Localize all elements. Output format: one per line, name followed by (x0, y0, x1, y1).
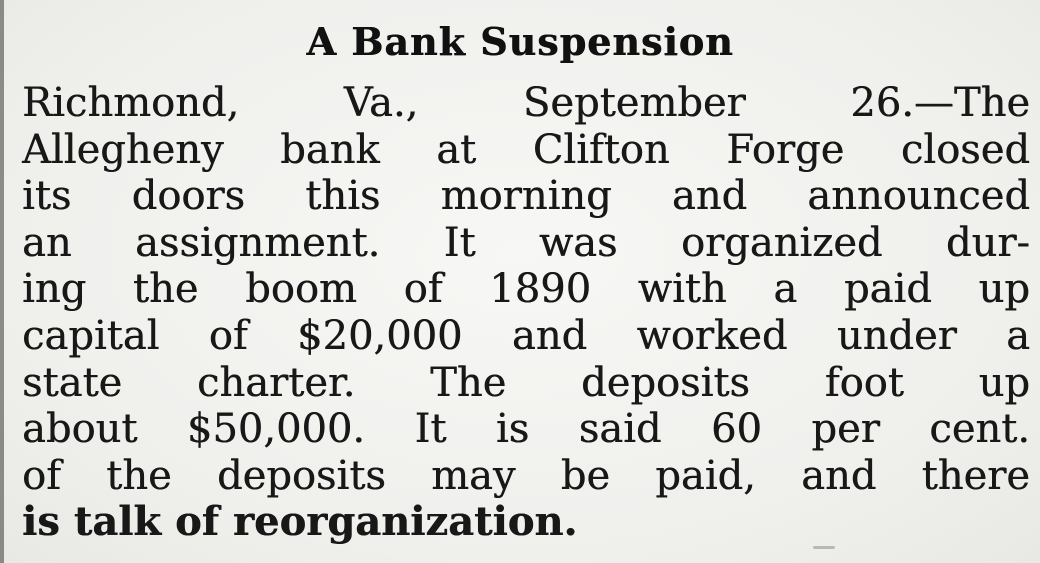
article-word: capital (22, 312, 160, 359)
article-word: state (22, 359, 123, 406)
article-word: is (495, 406, 530, 453)
article-word: doors (131, 173, 246, 220)
article-word: and (671, 173, 748, 220)
article-word: talk (73, 498, 162, 546)
article-word: the (132, 266, 199, 313)
article-word: foot (824, 359, 904, 406)
article-word: its (22, 173, 72, 220)
article-word: up (978, 266, 1030, 313)
article-word: about (22, 406, 138, 453)
article-word: up (978, 359, 1030, 406)
article-word: Clifton (532, 126, 670, 173)
article-word: The (430, 359, 507, 406)
article-line (22, 266, 1030, 313)
article-word: under (836, 312, 957, 359)
article-word: ing (22, 266, 87, 313)
article-word: reorganization. (232, 498, 578, 546)
article-word: was (538, 219, 618, 266)
article-word: deposits (216, 452, 386, 499)
article-word: bank (280, 126, 380, 173)
article-word: at (436, 126, 477, 173)
article-word: there (921, 452, 1030, 499)
article-word: 60 (710, 406, 762, 453)
article-line (22, 127, 1030, 174)
article-word: paid (843, 266, 932, 313)
article-word: charter. (197, 359, 356, 406)
article-word: a (773, 266, 798, 313)
article-body (22, 80, 1030, 546)
article-word: this (305, 173, 381, 220)
article-line (22, 453, 1030, 500)
article-word: closed (900, 126, 1030, 173)
article-word: of (403, 266, 443, 313)
article-word: worked (636, 312, 788, 359)
article-word: of (208, 312, 248, 359)
article-word: boom (245, 266, 357, 313)
article-word: and (801, 452, 877, 499)
article-word: Allegheny (22, 126, 224, 173)
article-word: deposits (581, 359, 750, 406)
article-word: morning (440, 173, 612, 220)
article-word: Forge (726, 126, 845, 173)
article-word: 26.—The (850, 80, 1030, 126)
article-word: Richmond, (22, 80, 240, 126)
article-line (22, 313, 1030, 360)
article-line (22, 220, 1030, 267)
article-line (22, 173, 1030, 220)
article-word: is (22, 498, 60, 546)
article-word: dur- (945, 219, 1030, 266)
article-line (22, 80, 1030, 127)
article-word: per (811, 406, 880, 453)
article-word: announced (807, 173, 1030, 220)
article-headline: A Bank Suspension (306, 19, 734, 64)
article-word: may (431, 452, 516, 499)
article-word: and (511, 312, 588, 359)
article-word: It (443, 219, 476, 266)
article-word: paid, (655, 452, 756, 499)
article-word: $20,000 (297, 312, 463, 359)
article-word: September (522, 80, 746, 126)
print-smudge (813, 546, 835, 549)
article-word: with (637, 266, 727, 313)
article-line (22, 406, 1030, 453)
article-word: It (414, 406, 447, 453)
article-word: organized (680, 219, 883, 266)
clipping-left-edge (0, 0, 4, 563)
article-word: of (175, 498, 219, 546)
article-line (22, 499, 1030, 546)
article-word: assignment. (135, 219, 381, 266)
article-word: cent. (929, 406, 1030, 453)
article-word: an (22, 219, 72, 266)
article-word: said (578, 406, 662, 453)
article-word: 1890 (489, 266, 592, 313)
article-word: $50,000. (186, 406, 365, 453)
article-word: of (22, 452, 61, 499)
article-word: Va., (343, 80, 419, 126)
article-word: a (1006, 312, 1030, 359)
article-line (22, 360, 1030, 407)
article-word: be (560, 452, 611, 499)
article-word: the (106, 452, 172, 499)
